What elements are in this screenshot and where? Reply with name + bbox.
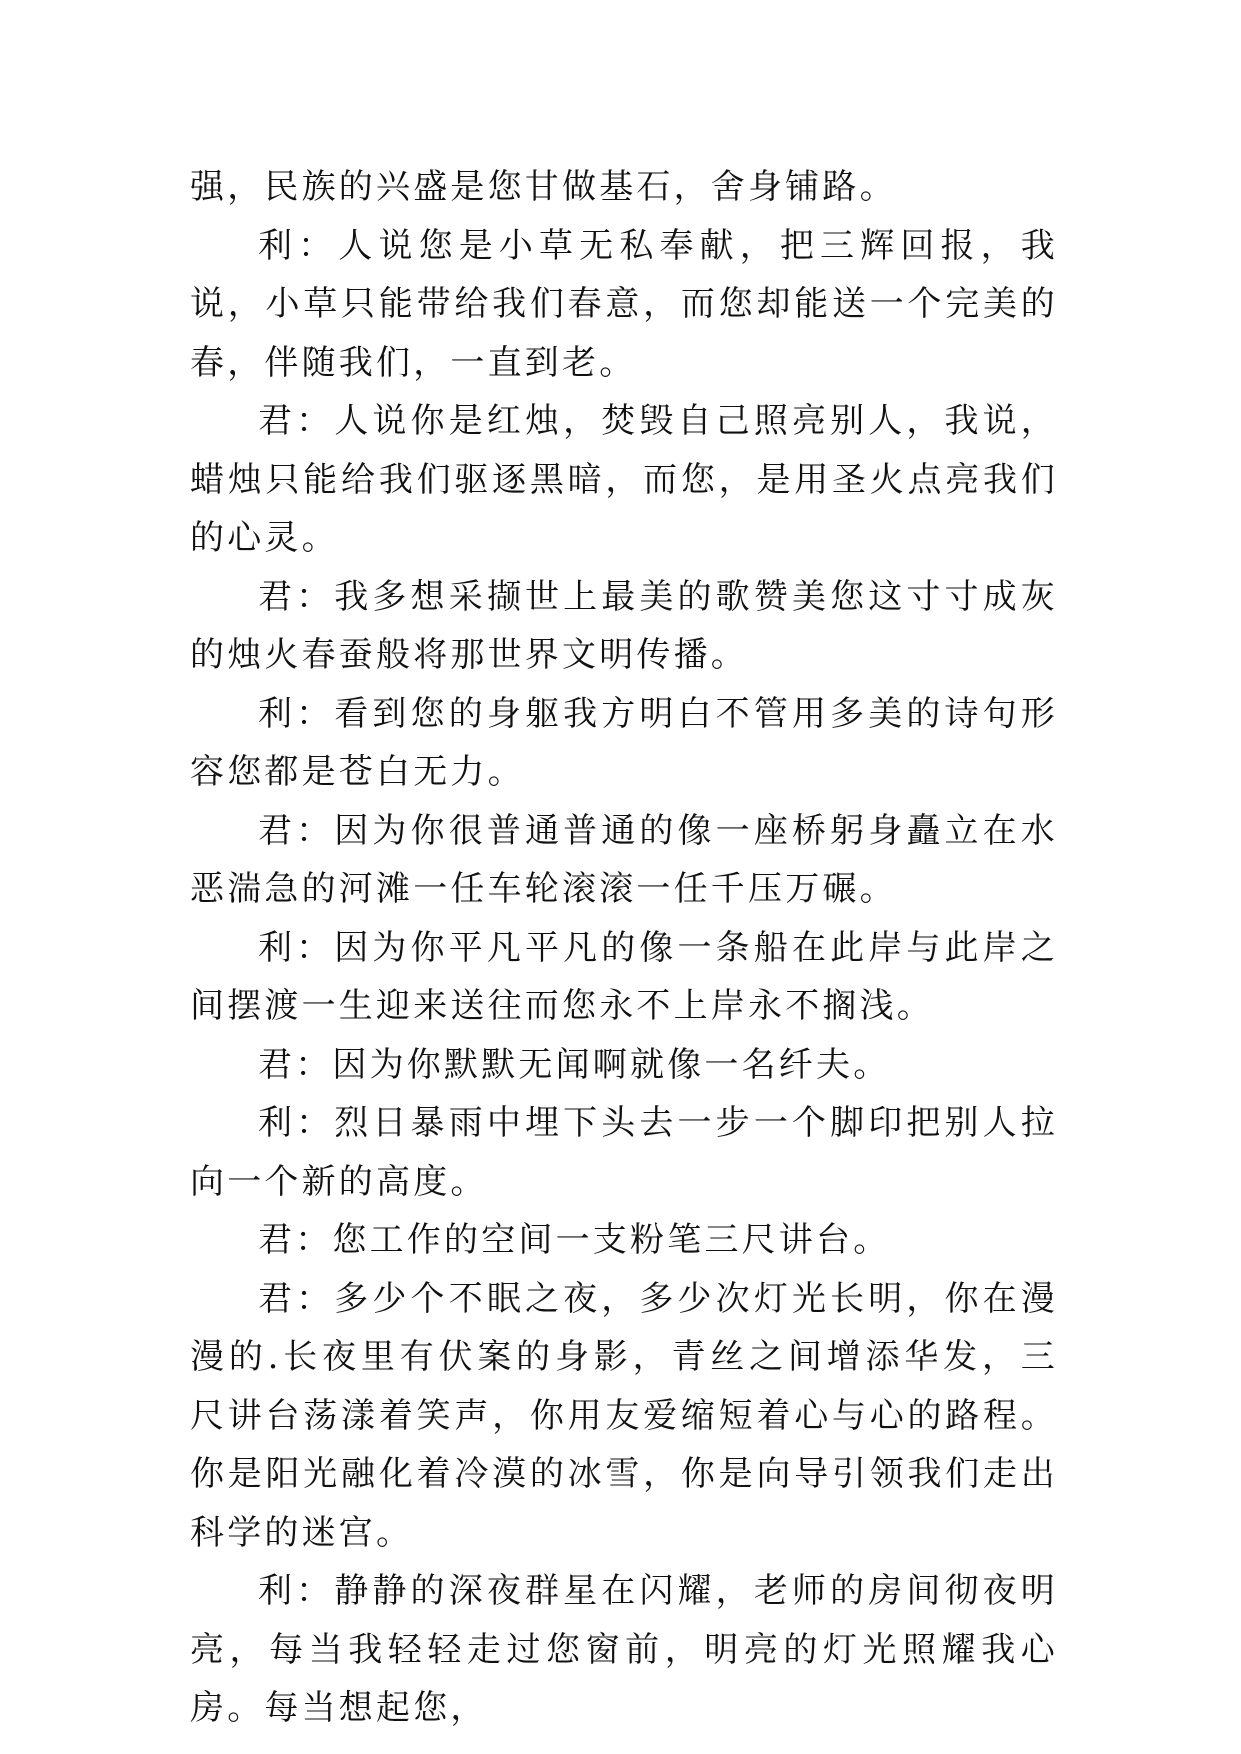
paragraph-jun-5: 君：您工作的空间一支粉笔三尺讲台。 bbox=[258, 1220, 891, 1260]
paragraph-li-1: 利：人说您是小草无私奉献，把三辉回报，我说，小草只能带给我们春意，而您却能送一个完美的春，伴随我们，一直到老。 bbox=[190, 225, 1058, 383]
paragraph-jun-2: 君：我多想采撷世上最美的歌赞美您这寸寸成灰的烛火春蚕般将那世界文明传播。 bbox=[190, 576, 1058, 675]
paragraph-jun-3: 君：因为你很普通普通的像一座桥躬身矗立在水恶湍急的河滩一任车轮滚滚一任千压万碾。 bbox=[190, 810, 1058, 909]
paragraph-li-2: 利：看到您的身躯我方明白不管用多美的诗句形容您都是苍白无力。 bbox=[190, 693, 1058, 792]
paragraph-continuation: 强，民族的兴盛是您甘做基石，舍身铺路。 bbox=[190, 167, 897, 207]
paragraph-jun-4: 君：因为你默默无闻啊就像一名纤夫。 bbox=[258, 1044, 891, 1085]
paragraph-li-3: 利：因为你平凡平凡的像一条船在此岸与此岸之间摆渡一生迎来送往而您永不上岸永不搁浅。 bbox=[190, 927, 1058, 1026]
paragraph-jun-6: 君：多少个不眠之夜，多少次灯光长明，你在漫漫的.长夜里有伏案的身影，青丝之间增添华发，三尺讲台荡漾着笑声，你用友爱缩短着心与心的路程。你是阳光融化着冷漠的冰雪，你是向导引领我们走出科学的迷宫。 bbox=[190, 1278, 1058, 1553]
paragraph-jun-1: 君：人说你是红烛，焚毁自己照亮别人，我说，蜡烛只能给我们驱逐黑暗，而您，是用圣火点亮我们的心灵。 bbox=[190, 401, 1058, 558]
paragraph-li-5: 利：静静的深夜群星在闪耀，老师的房间彻夜明亮，每当我轻轻走过您窗前，明亮的灯光照耀我心房。每当想起您， bbox=[190, 1571, 1058, 1728]
paragraph-li-4: 利：烈日暴雨中埋下头去一步一个脚印把别人拉向一个新的高度。 bbox=[190, 1103, 1058, 1202]
document-body bbox=[190, 158, 1058, 1738]
